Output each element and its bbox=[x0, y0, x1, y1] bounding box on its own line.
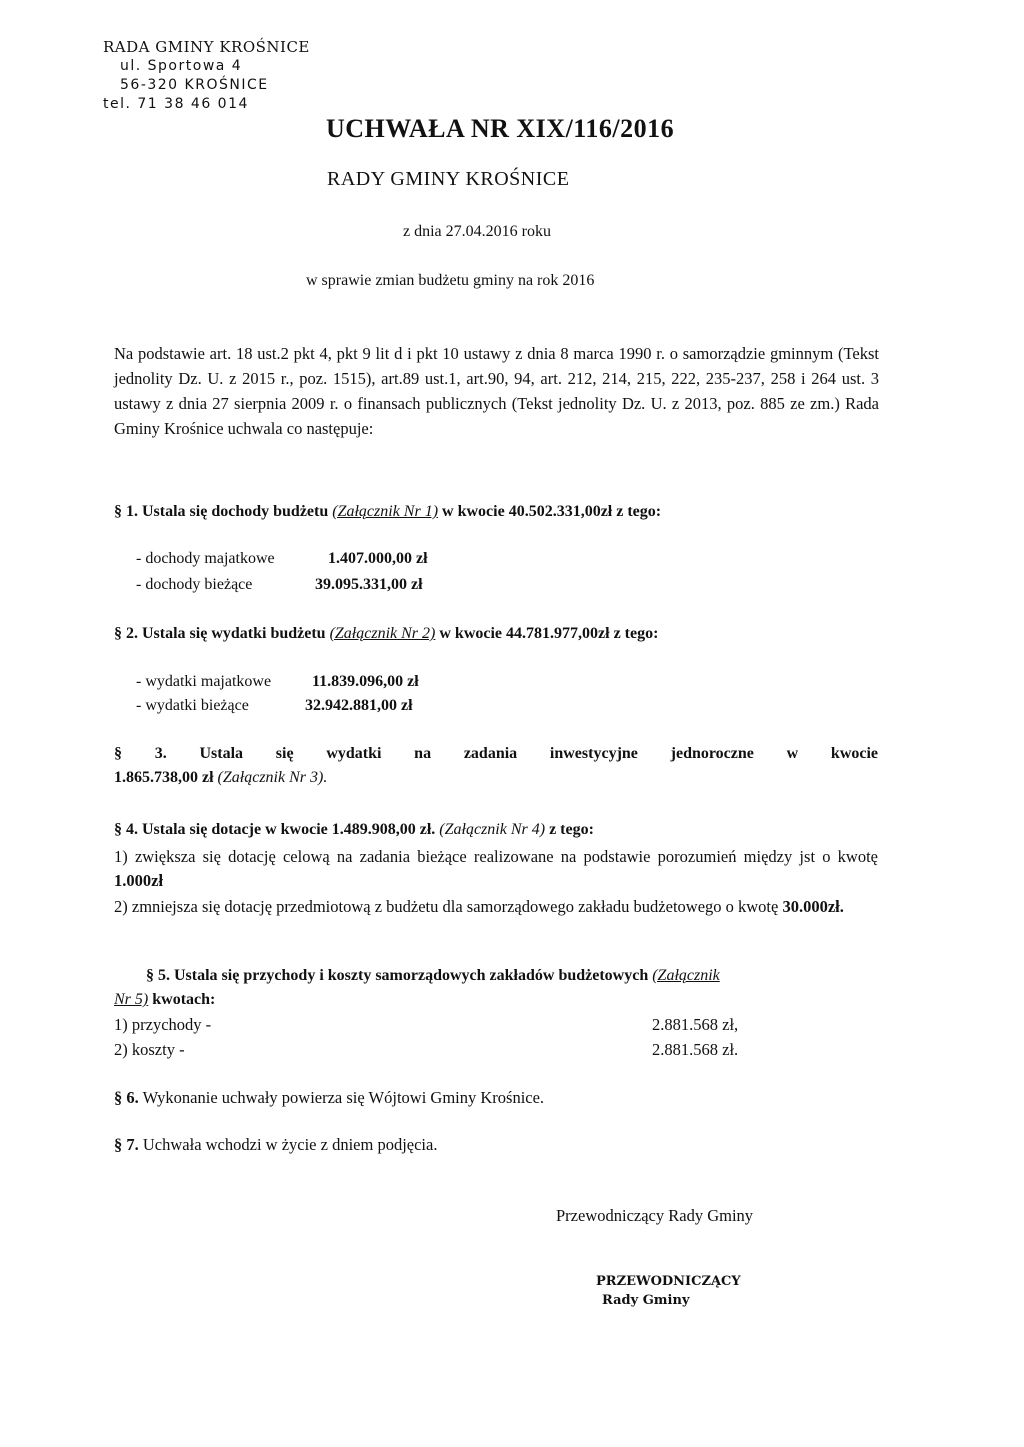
s4-p2-text: 2) zmniejsza się dotację przedmiotową z budżetu dla samorządowego zakładu budżetowego o kwotę bbox=[114, 897, 779, 916]
s1-item-1-value: 1.407.000,00 zł bbox=[328, 550, 428, 567]
section-3-amount: 1.865.738,00 zł bbox=[114, 769, 214, 786]
s5-item-2-value: 2.881.568 zł. bbox=[652, 1040, 739, 1059]
section-6-mark: § 6. bbox=[114, 1088, 139, 1107]
stamp-street: ul. Sportowa 4 bbox=[120, 58, 243, 74]
section-4-mark: § 4. bbox=[114, 821, 138, 838]
section-3-attachment-ref: (Załącznik Nr 3). bbox=[217, 769, 328, 786]
section-7-mark: § 7. bbox=[114, 1135, 139, 1154]
section-3-mark: § 3. bbox=[114, 745, 167, 762]
section-5-text: Ustala się przychody i koszty samorządowych zakładów budżetowych bbox=[174, 967, 649, 984]
s4-p1-text: 1) zwiększa się dotację celową na zadania bieżące realizowane na podstawie porozumień między jst o kwotę bbox=[114, 847, 878, 866]
signature-title: Przewodniczący Rady Gminy bbox=[556, 1206, 754, 1225]
s2-item-1-label: - wydatki majatkowe bbox=[136, 673, 272, 690]
s5-item-1-value: 2.881.568 zł, bbox=[652, 1015, 739, 1034]
section-5-heading-cont bbox=[114, 991, 215, 1009]
resolution-subject: w sprawie zmian budżetu gminy na rok 2016 bbox=[306, 272, 595, 289]
section-2-attachment-ref: (Załącznik Nr 2) bbox=[329, 625, 436, 642]
chairman-stamp-line-2: Rady Gminy bbox=[602, 1293, 690, 1308]
section-5-attachment-ref-b: Nr 5) bbox=[114, 991, 149, 1008]
section-2-heading bbox=[114, 625, 658, 643]
s1-item-2-value: 39.095.331,00 zł bbox=[315, 576, 423, 593]
section-4-point-1 bbox=[114, 845, 878, 893]
section-7-text: Uchwała wchodzi w życie z dniem podjęcia. bbox=[142, 1135, 438, 1154]
section-1-attachment-ref: (Załącznik Nr 1) bbox=[332, 503, 439, 520]
section-1-mark: § 1. bbox=[114, 503, 138, 520]
council-address-stamp bbox=[103, 38, 343, 114]
section-3-text: Ustala się wydatki na zadania inwestycyjne jednoroczne w kwocie bbox=[199, 745, 879, 762]
s1-item-1-label: - dochody majatkowe bbox=[136, 550, 275, 567]
stamp-phone: tel. 71 38 46 014 bbox=[103, 96, 249, 112]
chairman-stamp-line-1: PRZEWODNICZĄCY bbox=[596, 1274, 741, 1289]
section-4-attachment-ref: (Załącznik Nr 4) bbox=[439, 821, 546, 838]
section-3-heading bbox=[114, 745, 878, 763]
section-4-heading bbox=[114, 821, 594, 839]
section-7 bbox=[114, 1135, 437, 1155]
section-1-text: Ustala się dochody budżetu bbox=[142, 503, 329, 520]
s2-item-2-value: 32.942.881,00 zł bbox=[305, 697, 413, 714]
section-4-text-tail: z tego: bbox=[549, 821, 594, 838]
preamble: Na podstawie art. 18 ust.2 pkt 4, pkt 9 lit d i pkt 10 ustawy z dnia 8 marca 1990 r. o samorządzie gminnym (Tekst jednolity Dz. U. z 2015 r., poz. 1515), art.89 ust.1, art.90, 94, art. 212, 214, 215, 222, 235-237, 258 i 264 ust. 3 ustawy z dnia 27 sierpnia 2009 r. o finansach publicznych (Tekst jednolity Dz. U. z 2013, poz. 885 ze zm.) Rada Gminy Krośnice uchwala co następuje: bbox=[114, 344, 879, 438]
chairman-stamp bbox=[596, 1272, 776, 1310]
section-5-heading bbox=[146, 967, 720, 985]
stamp-city: 56-320 KROŚNICE bbox=[120, 77, 269, 93]
section-2-mark: § 2. bbox=[114, 625, 138, 642]
resolution-number: UCHWAŁA NR XIX/116/2016 bbox=[326, 114, 675, 143]
section-4-text: Ustala się dotacje w kwocie 1.489.908,00 zł. bbox=[142, 821, 436, 838]
stamp-council-name: RADA GMINY KROŚNICE bbox=[103, 38, 310, 56]
s2-item-1-value: 11.839.096,00 zł bbox=[312, 673, 419, 690]
s1-item-2-label: - dochody bieżące bbox=[136, 576, 253, 593]
section-1-heading bbox=[114, 503, 661, 521]
section-2-text: Ustala się wydatki budżetu bbox=[142, 625, 326, 642]
resolution-date: z dnia 27.04.2016 roku bbox=[403, 223, 551, 240]
section-6 bbox=[114, 1088, 544, 1108]
s5-item-2-label: 2) koszty - bbox=[114, 1040, 185, 1059]
section-4-point-2 bbox=[114, 895, 878, 919]
section-5-mark: § 5. bbox=[146, 967, 170, 984]
section-1-amount: w kwocie 40.502.331,00zł z tego: bbox=[442, 503, 662, 520]
s2-item-2-label: - wydatki bieżące bbox=[136, 697, 249, 714]
s5-item-1-label: 1) przychody - bbox=[114, 1015, 212, 1034]
section-5-text-tail: kwotach: bbox=[152, 991, 216, 1008]
section-5-attachment-ref-a: (Załącznik bbox=[652, 967, 720, 984]
section-6-text: Wykonanie uchwały powierza się Wójtowi Gminy Krośnice. bbox=[142, 1088, 545, 1107]
section-3-amount-line bbox=[114, 769, 327, 787]
s4-p2-amount: 30.000zł. bbox=[782, 897, 844, 916]
section-2-amount: w kwocie 44.781.977,00zł z tego: bbox=[439, 625, 659, 642]
s4-p1-amount: 1.000zł bbox=[114, 871, 164, 890]
resolution-body: RADY GMINY KROŚNICE bbox=[327, 168, 570, 190]
